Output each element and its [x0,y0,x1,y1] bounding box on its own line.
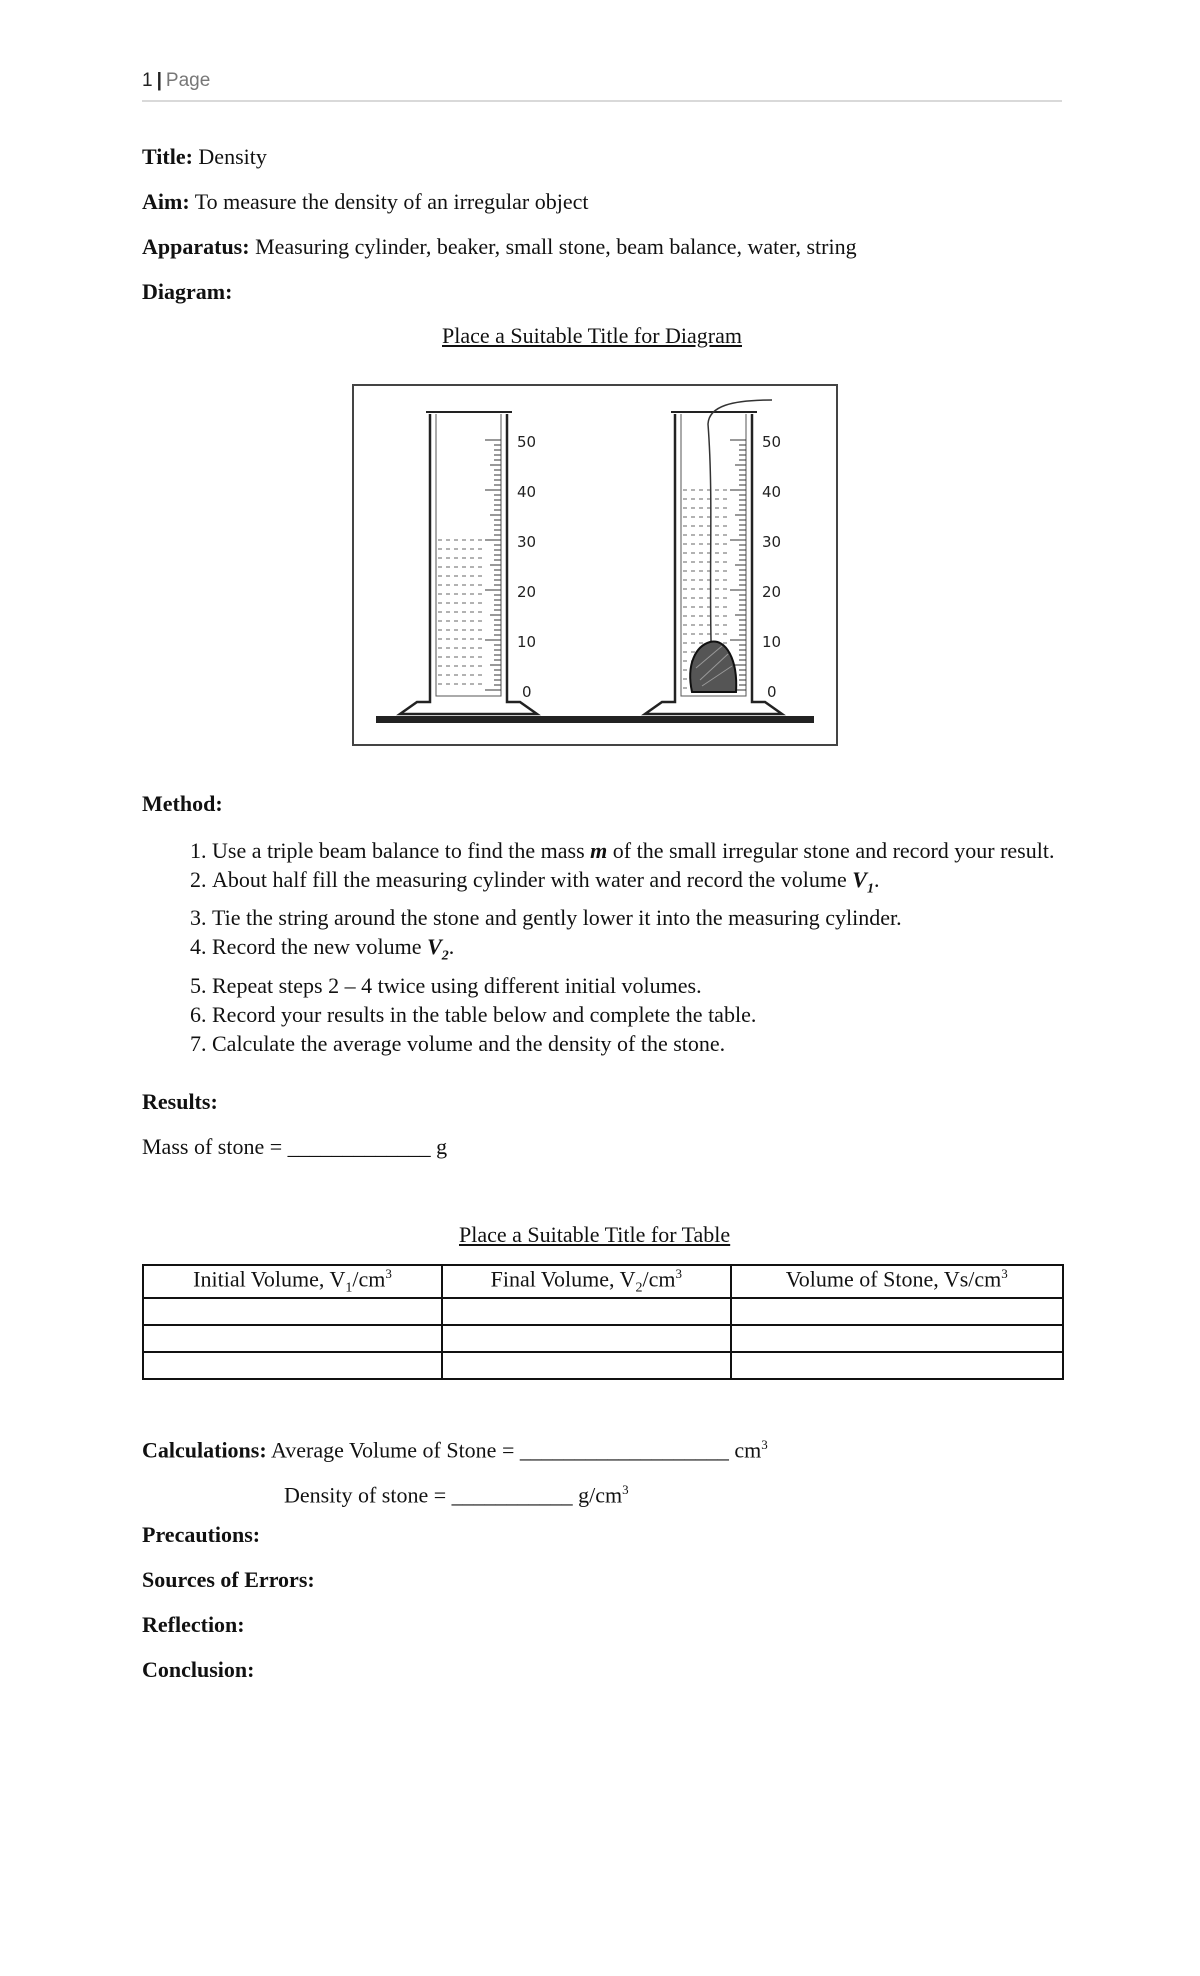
precautions-heading [142,1521,260,1549]
calculations-line [142,1431,768,1464]
method-step: 5. Repeat steps 2 – 4 twice using different initial volumes. [212,971,1152,1000]
method-label: Method: [142,791,223,816]
left-label-20: 20 [517,583,537,601]
density-line [284,1476,629,1509]
diagram-label: Diagram: [142,279,233,304]
col-stone-volume: Volume of Stone, $Vs/cm^3$ [731,1265,1063,1298]
table-header-row [143,1265,1063,1298]
diagram-heading [142,278,232,306]
table-caption: Place a Suitable Title for Table [459,1222,731,1247]
table-cell [731,1352,1063,1379]
results-table [142,1264,1064,1380]
aim-line [142,188,588,216]
results-label: Results: [142,1089,218,1114]
table-cell [731,1298,1063,1325]
errors-heading [142,1566,315,1594]
left-label-30: 30 [517,533,537,551]
reflection-label: Reflection: [142,1612,245,1637]
apparatus-label: Apparatus: [142,234,250,259]
table-row [143,1298,1063,1325]
density-sup: 3 [622,1482,629,1497]
col-final-volume: Final Volume, $V_2/cm^3$ [442,1265,731,1298]
col-initial-volume: Initial Volume, $V_1/cm^3$ [143,1265,442,1298]
right-label-10: 10 [762,633,782,651]
results-heading [142,1088,218,1116]
right-label-40: 40 [762,483,782,501]
measuring-cylinders-diagram [352,384,838,746]
average-volume-sup: 3 [761,1437,768,1452]
right-label-0: 0 [767,683,777,701]
diagram-caption: Place a Suitable Title for Diagram [442,323,742,348]
table-row [143,1352,1063,1379]
method-heading [142,790,223,818]
aim-value: To measure the density of an irregular object [194,189,589,214]
left-label-0: 0 [522,683,532,701]
header-separator: | [156,70,162,91]
apparatus-value: Measuring cylinder, beaker, small stone, beam balance, water, string [255,234,857,259]
average-volume-text: Average Volume of Stone = ___________________ cm [270,1437,762,1463]
aim-label: Aim: [142,189,190,214]
mass-of-stone-line: Mass of stone = _____________ g [142,1134,448,1159]
table-cell [143,1352,442,1379]
table-cell [143,1325,442,1352]
table-cell [442,1325,731,1352]
table-cell [442,1298,731,1325]
reflection-heading [142,1611,245,1639]
calculations-label: Calculations: [142,1437,267,1463]
left-label-50: 50 [517,433,537,451]
page-number: 1 [142,70,153,91]
left-label-40: 40 [517,483,537,501]
left-label-10: 10 [517,633,537,651]
title-value: Density [198,144,267,169]
density-text: Density of stone = ___________ g/cm [284,1482,623,1508]
right-label-30: 30 [762,533,782,551]
table-cell [731,1325,1063,1352]
title-line [142,143,267,171]
page-word: Page [165,70,211,91]
method-step: 7. Calculate the average volume and the density of the stone. [212,1029,1152,1058]
method-step: 6. Record your results in the table below and complete the table. [212,1000,1152,1029]
table-cell [143,1298,442,1325]
apparatus-line [142,233,857,261]
table-row [143,1325,1063,1352]
errors-label: Sources of Errors: [142,1567,315,1592]
conclusion-heading [142,1656,254,1684]
method-step: 3. Tie the string around the stone and gently lower it into the measuring cylinder. [212,903,1152,932]
bench [376,716,814,723]
title-label: Title: [142,144,193,169]
page-header [142,70,1062,102]
right-label-20: 20 [762,583,782,601]
precautions-label: Precautions: [142,1522,261,1547]
conclusion-label: Conclusion: [142,1657,255,1682]
method-step: 1. Use a triple beam balance to find the mass m of the small irregular stone and record your result. [212,836,1152,865]
table-cell [442,1352,731,1379]
method-step: 2. About half fill the measuring cylinder with water and record the volume $V_1$. [212,865,1152,903]
right-label-50: 50 [762,433,782,451]
method-steps [142,836,1152,1058]
method-step: 4. Record the new volume $V_2$. [212,932,1152,970]
